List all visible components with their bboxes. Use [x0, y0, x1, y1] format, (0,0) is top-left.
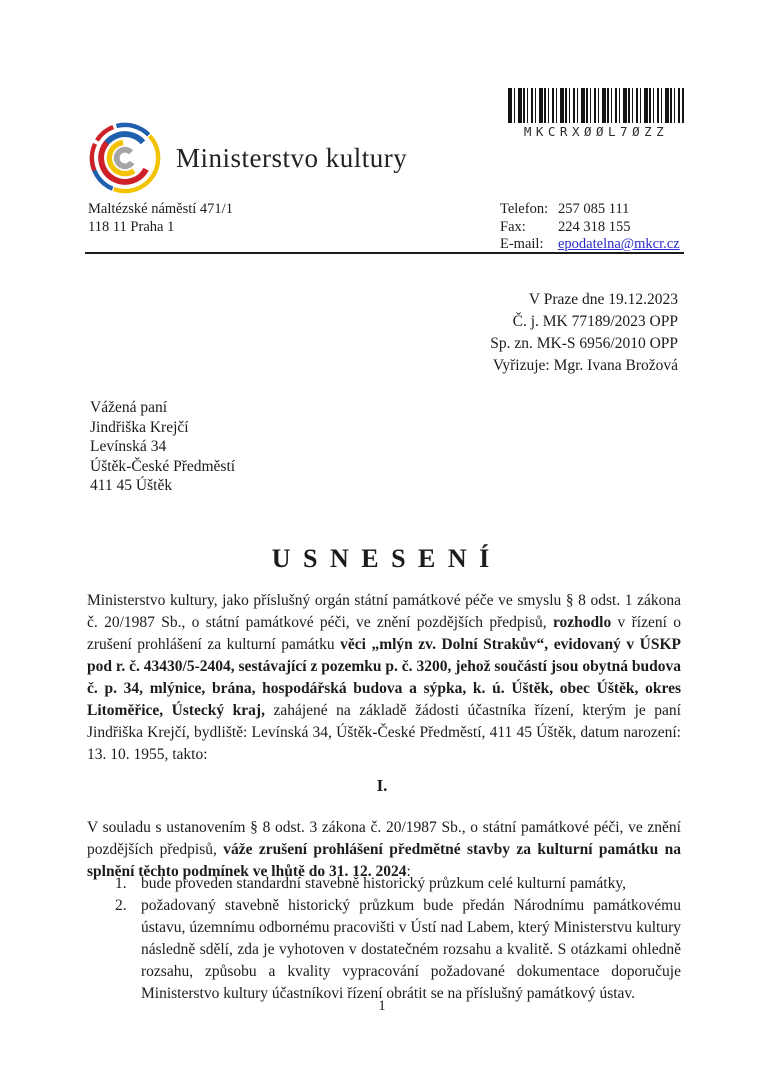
- addressee-city: 411 45 Úštěk: [90, 477, 173, 494]
- barcode: [508, 88, 684, 139]
- list-item-text: bude proveden standardní stavebně historický průzkum celé kulturní památky,: [141, 875, 626, 892]
- list-item-number: 2.: [115, 897, 127, 914]
- addressee-district: Úštěk-České Předměstí: [90, 457, 236, 475]
- conditions-list: [115, 873, 681, 1005]
- place-and-date: V Praze dne 19.12.2023: [528, 291, 678, 308]
- fax-label: Fax:: [500, 218, 526, 235]
- header-divider: [85, 252, 684, 254]
- sender-street: Maltézské náměstí 471/1: [88, 201, 233, 217]
- fax-value: 224 318 155: [558, 218, 631, 235]
- phone-row: [500, 201, 680, 219]
- contact-info: [500, 201, 680, 254]
- ministry-name: Ministerstvo kultury: [176, 142, 408, 173]
- case-number: Sp. zn. MK-S 6956/2010 OPP: [490, 335, 678, 352]
- list-item: [115, 895, 681, 1005]
- email-link[interactable]: epodatelna@mkcr.cz: [558, 236, 680, 252]
- addressee-salutation: Vážená paní: [90, 399, 168, 416]
- addressee-block: [90, 398, 235, 496]
- addressee-street: Levínská 34: [90, 438, 167, 455]
- intro-paragraph: Ministerstvo kultury, jako příslušný orgán státní památkové péče ve smyslu § 8 odst. 1 zákona č. 20/1987 Sb., o státní památkové péči, ve znění pozdějších předpisů, rozhodlo v řízení o zrušení prohlášení za kulturní památku věci „mlýn zv. Dolní Strakův“, evidovaný v ÚSKP pod r. č. 43430/5-2404, sestávající z pozemku p. č. 3200, jehož součástí jsou obytná budova č. p. 34, mlýnice, brána, hospodářská budova a sýpka, k. ú. Úštěk, obec Úštěk, okres Litoměřice, Ústecký kraj, zahájené na základě žádosti účastníka řízení, kterým je paní Jindřiška Krejčí, bydliště: Levínská 34, Úštěk-České Předměstí, 411 45 Úštěk, datum narození: 13. 10. 1955, takto:: [87, 592, 681, 763]
- ministry-of-culture-logo-icon: [88, 121, 162, 195]
- list-item-number: 1.: [115, 875, 127, 892]
- document-title: U S N E S E N Í: [271, 544, 493, 573]
- page-number: 1: [378, 998, 386, 1014]
- handler: Vyřizuje: Mgr. Ivana Brožová: [492, 357, 678, 374]
- list-item: [115, 873, 681, 895]
- file-number: Č. j. MK 77189/2023 OPP: [512, 313, 678, 330]
- email-row: [500, 236, 680, 254]
- conditions-paragraph: V souladu s ustanovením § 8 odst. 3 zákona č. 20/1987 Sb., o státní památkové péči, ve znění pozdějších předpisů, váže zrušení prohlášení předmětné stavby za kulturní památku na splnění těchto podmínek ve lhůtě do 31. 12. 2024:: [87, 819, 681, 880]
- phone-value: 257 085 111: [558, 201, 630, 217]
- reference-block: [490, 289, 678, 377]
- list-item-text: požadovaný stavebně historický průzkum bude předán Národnímu památkovému ústavu, územnímu odbornému pracovišti v Ústí nad Labem, který Ministerstvu kultury následně sdělí, zda je vyhotoven v dostatečném rozsahu a kvalitě. S otázkami ohledně rozsahu, způsobu a kvality vypracování požadované dokumentace doporučuje Ministerstvo kultury účastníkovi řízení obrátit se na příslušný památkový ústav.: [141, 897, 681, 1002]
- sender-address: [88, 201, 233, 236]
- email-label: E-mail:: [500, 236, 544, 252]
- ministry-header: [88, 121, 407, 195]
- barcode-code: MKCRXØØL7ØZZ: [523, 124, 669, 139]
- fax-row: [500, 219, 680, 237]
- phone-label: Telefon:: [500, 201, 549, 217]
- sender-city: 118 11 Praha 1: [88, 218, 175, 235]
- addressee-name: Jindřiška Krejčí: [90, 418, 189, 436]
- section-1-heading: I.: [376, 776, 388, 795]
- barcode-bars: [508, 88, 684, 123]
